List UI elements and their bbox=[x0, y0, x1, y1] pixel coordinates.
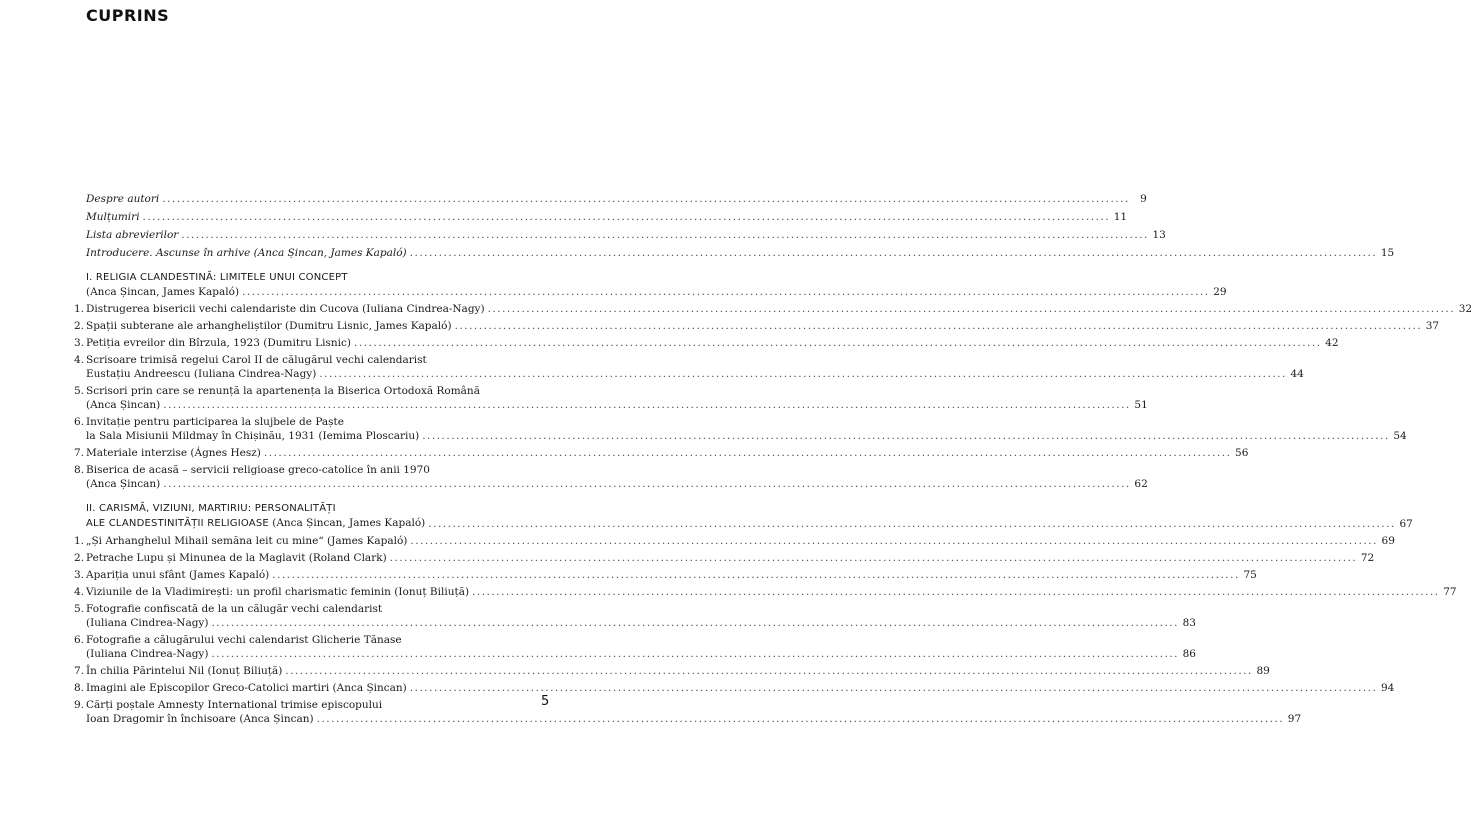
leader-dots: ........................................................................................................................................................................................................ bbox=[142, 211, 1111, 223]
toc-item[interactable] bbox=[73, 336, 1339, 350]
toc-entry bbox=[86, 398, 1148, 412]
entry-title-line1: Fotografie a călugărului vechi calendarist Glicherie Tănase bbox=[86, 634, 402, 646]
page-ref: 72 bbox=[1360, 552, 1375, 564]
page-ref: 97 bbox=[1287, 713, 1302, 725]
leader-dots: ........................................................................................................................................................................................................ bbox=[428, 518, 1396, 530]
entry-title: Introducere. Ascunse în arhive (Anca Șincan, James Kapaló) bbox=[86, 247, 407, 259]
page-ref: 44 bbox=[1290, 368, 1304, 380]
item-number: 4. bbox=[73, 586, 84, 598]
toc-item[interactable] bbox=[73, 415, 1407, 443]
item-number: 8. bbox=[73, 464, 84, 476]
item-number: 8. bbox=[73, 682, 84, 694]
entry-title: În chilia Părintelui Nil (Ionuț Biliuță) bbox=[86, 665, 283, 677]
toc-entry bbox=[86, 367, 1304, 381]
toc-entry[interactable] bbox=[86, 246, 1395, 260]
item-number: 6. bbox=[73, 416, 84, 428]
item-number: 1. bbox=[73, 535, 84, 547]
entry-title-line1: Biserica de acasă – servicii religioase greco-catolice în anii 1970 bbox=[86, 464, 430, 476]
entry-title: „Și Arhanghelul Mihail semăna leit cu mine“ (James Kapaló) bbox=[86, 535, 408, 547]
entry-title: Eustațiu Andreescu (Iuliana Cindrea-Nagy) bbox=[86, 368, 317, 380]
toc-item[interactable] bbox=[73, 319, 1440, 333]
entry-title-line1: Scrisoare trimisă regelui Carol II de călugărul vechi calendarist bbox=[86, 354, 427, 366]
entry-title-line1: Invitație pentru participarea la slujbele de Paște bbox=[86, 416, 344, 428]
entry-title: Petrache Lupu și Minunea de la Maglavit (Roland Clark) bbox=[86, 552, 387, 564]
toc-item[interactable] bbox=[73, 585, 1457, 599]
page-ref: 13 bbox=[1152, 229, 1166, 241]
toc-item[interactable] bbox=[73, 633, 1196, 661]
entry-title: Mulțumiri bbox=[86, 211, 140, 223]
entry-title: (Anca Șincan) bbox=[86, 399, 161, 411]
section-2 bbox=[73, 502, 1457, 726]
toc-entry bbox=[86, 477, 1148, 491]
toc-entry bbox=[86, 446, 1248, 460]
leader-dots: ........................................................................................................................................................................................................ bbox=[163, 399, 1131, 411]
toc-entry[interactable] bbox=[86, 285, 1227, 299]
page-ref: 37 bbox=[1425, 320, 1440, 332]
leader-dots: ........................................................................................................................................................................................................ bbox=[454, 320, 1423, 332]
entry-title: Imagini ale Episcopilor Greco-Catolici martiri (Anca Șincan) bbox=[86, 682, 407, 694]
leader-dots: ........................................................................................................................................................................................................ bbox=[211, 617, 1179, 629]
section-heading: II. CARISMĂ, VIZIUNI, MARTIRIU: PERSONALITĂȚI bbox=[86, 503, 336, 514]
leader-dots: ........................................................................................................................................................................................................ bbox=[409, 247, 1378, 259]
toc-item[interactable] bbox=[73, 534, 1395, 548]
page-ref: 51 bbox=[1134, 399, 1148, 411]
entry-title: (Anca Șincan) bbox=[86, 478, 161, 490]
page-ref: 29 bbox=[1213, 286, 1227, 298]
leader-dots: ........................................................................................................................................................................................................ bbox=[181, 229, 1149, 241]
item-number: 3. bbox=[73, 337, 84, 349]
toc-item[interactable] bbox=[73, 568, 1257, 582]
entry-title: Petiția evreilor din Bîrzula, 1923 (Dumitru Lisnic) bbox=[86, 337, 352, 349]
page-ref: 83 bbox=[1182, 617, 1196, 629]
page-ref: 86 bbox=[1182, 648, 1196, 660]
page-ref: 75 bbox=[1243, 569, 1257, 581]
entry-title-line1: Cărți poștale Amnesty International trimise episcopului bbox=[86, 699, 383, 711]
item-number: 7. bbox=[73, 665, 84, 677]
page-ref: 11 bbox=[1113, 211, 1128, 223]
toc-entry bbox=[86, 534, 1395, 548]
page-ref: 56 bbox=[1235, 447, 1249, 459]
page-title: CUPRINS bbox=[86, 6, 170, 25]
leader-dots: ........................................................................................................................................................................................................ bbox=[389, 552, 1358, 564]
toc-item[interactable] bbox=[73, 463, 1148, 491]
table-of-contents bbox=[73, 192, 1472, 726]
toc-entry[interactable] bbox=[86, 228, 1166, 242]
toc-item[interactable] bbox=[73, 664, 1270, 678]
toc-item[interactable] bbox=[73, 353, 1304, 381]
entry-title: Ioan Dragomir în închisoare (Anca Șincan) bbox=[86, 713, 314, 725]
toc-item[interactable] bbox=[73, 384, 1148, 412]
leader-dots: ........................................................................................................................................................................................................ bbox=[409, 682, 1378, 694]
section-1 bbox=[73, 271, 1472, 491]
leader-dots: ........................................................................................................................................................................................................ bbox=[410, 535, 1378, 547]
entry-title: (Iuliana Cindrea-Nagy) bbox=[86, 617, 209, 629]
page-ref: 32 bbox=[1458, 303, 1472, 315]
entry-title: Lista abrevierilor bbox=[86, 229, 179, 241]
item-number: 7. bbox=[73, 447, 84, 459]
item-number: 6. bbox=[73, 634, 84, 646]
entry-title: (Iuliana Cindrea-Nagy) bbox=[86, 648, 209, 660]
page-ref: 9 bbox=[1140, 193, 1147, 205]
leader-dots: ........................................................................................................................................................................................................ bbox=[162, 193, 1130, 205]
page-ref: 54 bbox=[1393, 430, 1407, 442]
toc-entry bbox=[86, 647, 1196, 661]
leader-dots: ........................................................................................................................................................................................................ bbox=[242, 286, 1210, 298]
front-matter bbox=[86, 192, 1395, 260]
leader-dots: ........................................................................................................................................................................................................ bbox=[163, 478, 1131, 490]
toc-entry bbox=[86, 429, 1407, 443]
toc-item[interactable] bbox=[73, 681, 1395, 695]
entry-title-line1: Scrisori prin care se renunță la apartenența la Biserica Ortodoxă Română bbox=[86, 385, 480, 397]
entry-title-line1: Fotografie confiscată de la un călugăr vechi calendarist bbox=[86, 603, 383, 615]
page-ref: 67 bbox=[1399, 518, 1413, 530]
item-number: 2. bbox=[73, 552, 84, 564]
toc-entry[interactable] bbox=[86, 516, 1413, 531]
leader-dots: ........................................................................................................................................................................................................ bbox=[211, 648, 1179, 660]
page-ref: 89 bbox=[1256, 665, 1270, 677]
entry-title: la Sala Misiunii Mildmay în Chișinău, 1931 (Iemima Ploscariu) bbox=[86, 430, 420, 442]
entry-title: Spații subterane ale arhangheliștilor (Dumitru Lisnic, James Kapaló) bbox=[86, 320, 452, 332]
page-ref: 15 bbox=[1380, 247, 1395, 259]
item-number: 2. bbox=[73, 320, 84, 332]
page-ref: 42 bbox=[1325, 337, 1339, 349]
page-ref: 77 bbox=[1443, 586, 1457, 598]
section-authors: (Anca Șincan, James Kapaló) bbox=[272, 517, 426, 529]
toc-item[interactable] bbox=[73, 602, 1196, 630]
toc-entry[interactable] bbox=[86, 192, 1147, 206]
section-heading: I. RELIGIA CLANDESTINĂ: LIMITELE UNUI CONCEPT bbox=[86, 272, 348, 283]
toc-entry bbox=[86, 336, 1339, 350]
item-number: 4. bbox=[73, 354, 84, 366]
toc-entry bbox=[86, 568, 1257, 582]
leader-dots: ........................................................................................................................................................................................................ bbox=[285, 665, 1253, 677]
page-number: 5 bbox=[541, 694, 550, 709]
section-authors: (Anca Șincan, James Kapaló) bbox=[86, 286, 240, 298]
toc-entry bbox=[86, 319, 1439, 333]
entry-title: Viziunile de la Vladimirești: un profil charismatic feminin (Ionuț Biliuță) bbox=[86, 586, 470, 598]
toc-entry bbox=[86, 681, 1394, 695]
toc-entry bbox=[86, 616, 1196, 630]
toc-entry[interactable] bbox=[86, 210, 1128, 224]
toc-item[interactable] bbox=[73, 302, 1472, 316]
entry-title: Distrugerea bisericii vechi calendariste din Cucova (Iuliana Cindrea-Nagy) bbox=[86, 303, 485, 315]
item-number: 5. bbox=[73, 385, 84, 397]
toc-entry bbox=[86, 664, 1270, 678]
section-heading-line2: ALE CLANDESTINITĂȚII RELIGIOASE bbox=[86, 518, 269, 529]
leader-dots: ........................................................................................................................................................................................................ bbox=[354, 337, 1322, 349]
leader-dots: ........................................................................................................................................................................................................ bbox=[272, 569, 1240, 581]
leader-dots: ........................................................................................................................................................................................................ bbox=[316, 713, 1285, 725]
item-number: 9. bbox=[73, 699, 84, 711]
page-ref: 62 bbox=[1134, 478, 1148, 490]
toc-entry bbox=[86, 302, 1472, 316]
toc-item[interactable] bbox=[73, 446, 1249, 460]
leader-dots: ........................................................................................................................................................................................................ bbox=[472, 586, 1440, 598]
item-number: 5. bbox=[73, 603, 84, 615]
entry-title: Despre autori bbox=[86, 193, 160, 205]
item-number: 3. bbox=[73, 569, 84, 581]
toc-entry bbox=[86, 712, 1301, 726]
toc-item[interactable] bbox=[73, 698, 1302, 726]
leader-dots: ........................................................................................................................................................................................................ bbox=[263, 447, 1232, 459]
entry-title: Materiale interzise (Ágnes Hesz) bbox=[86, 447, 261, 459]
toc-entry bbox=[86, 551, 1374, 565]
leader-dots: ........................................................................................................................................................................................................ bbox=[487, 303, 1456, 315]
page-ref: 94 bbox=[1380, 682, 1395, 694]
leader-dots: ........................................................................................................................................................................................................ bbox=[422, 430, 1390, 442]
entry-title: Apariția unui sfânt (James Kapaló) bbox=[86, 569, 270, 581]
page-ref: 69 bbox=[1381, 535, 1395, 547]
toc-item[interactable] bbox=[73, 551, 1375, 565]
toc-entry bbox=[86, 585, 1457, 599]
leader-dots: ........................................................................................................................................................................................................ bbox=[319, 368, 1287, 380]
item-number: 1. bbox=[73, 303, 84, 315]
